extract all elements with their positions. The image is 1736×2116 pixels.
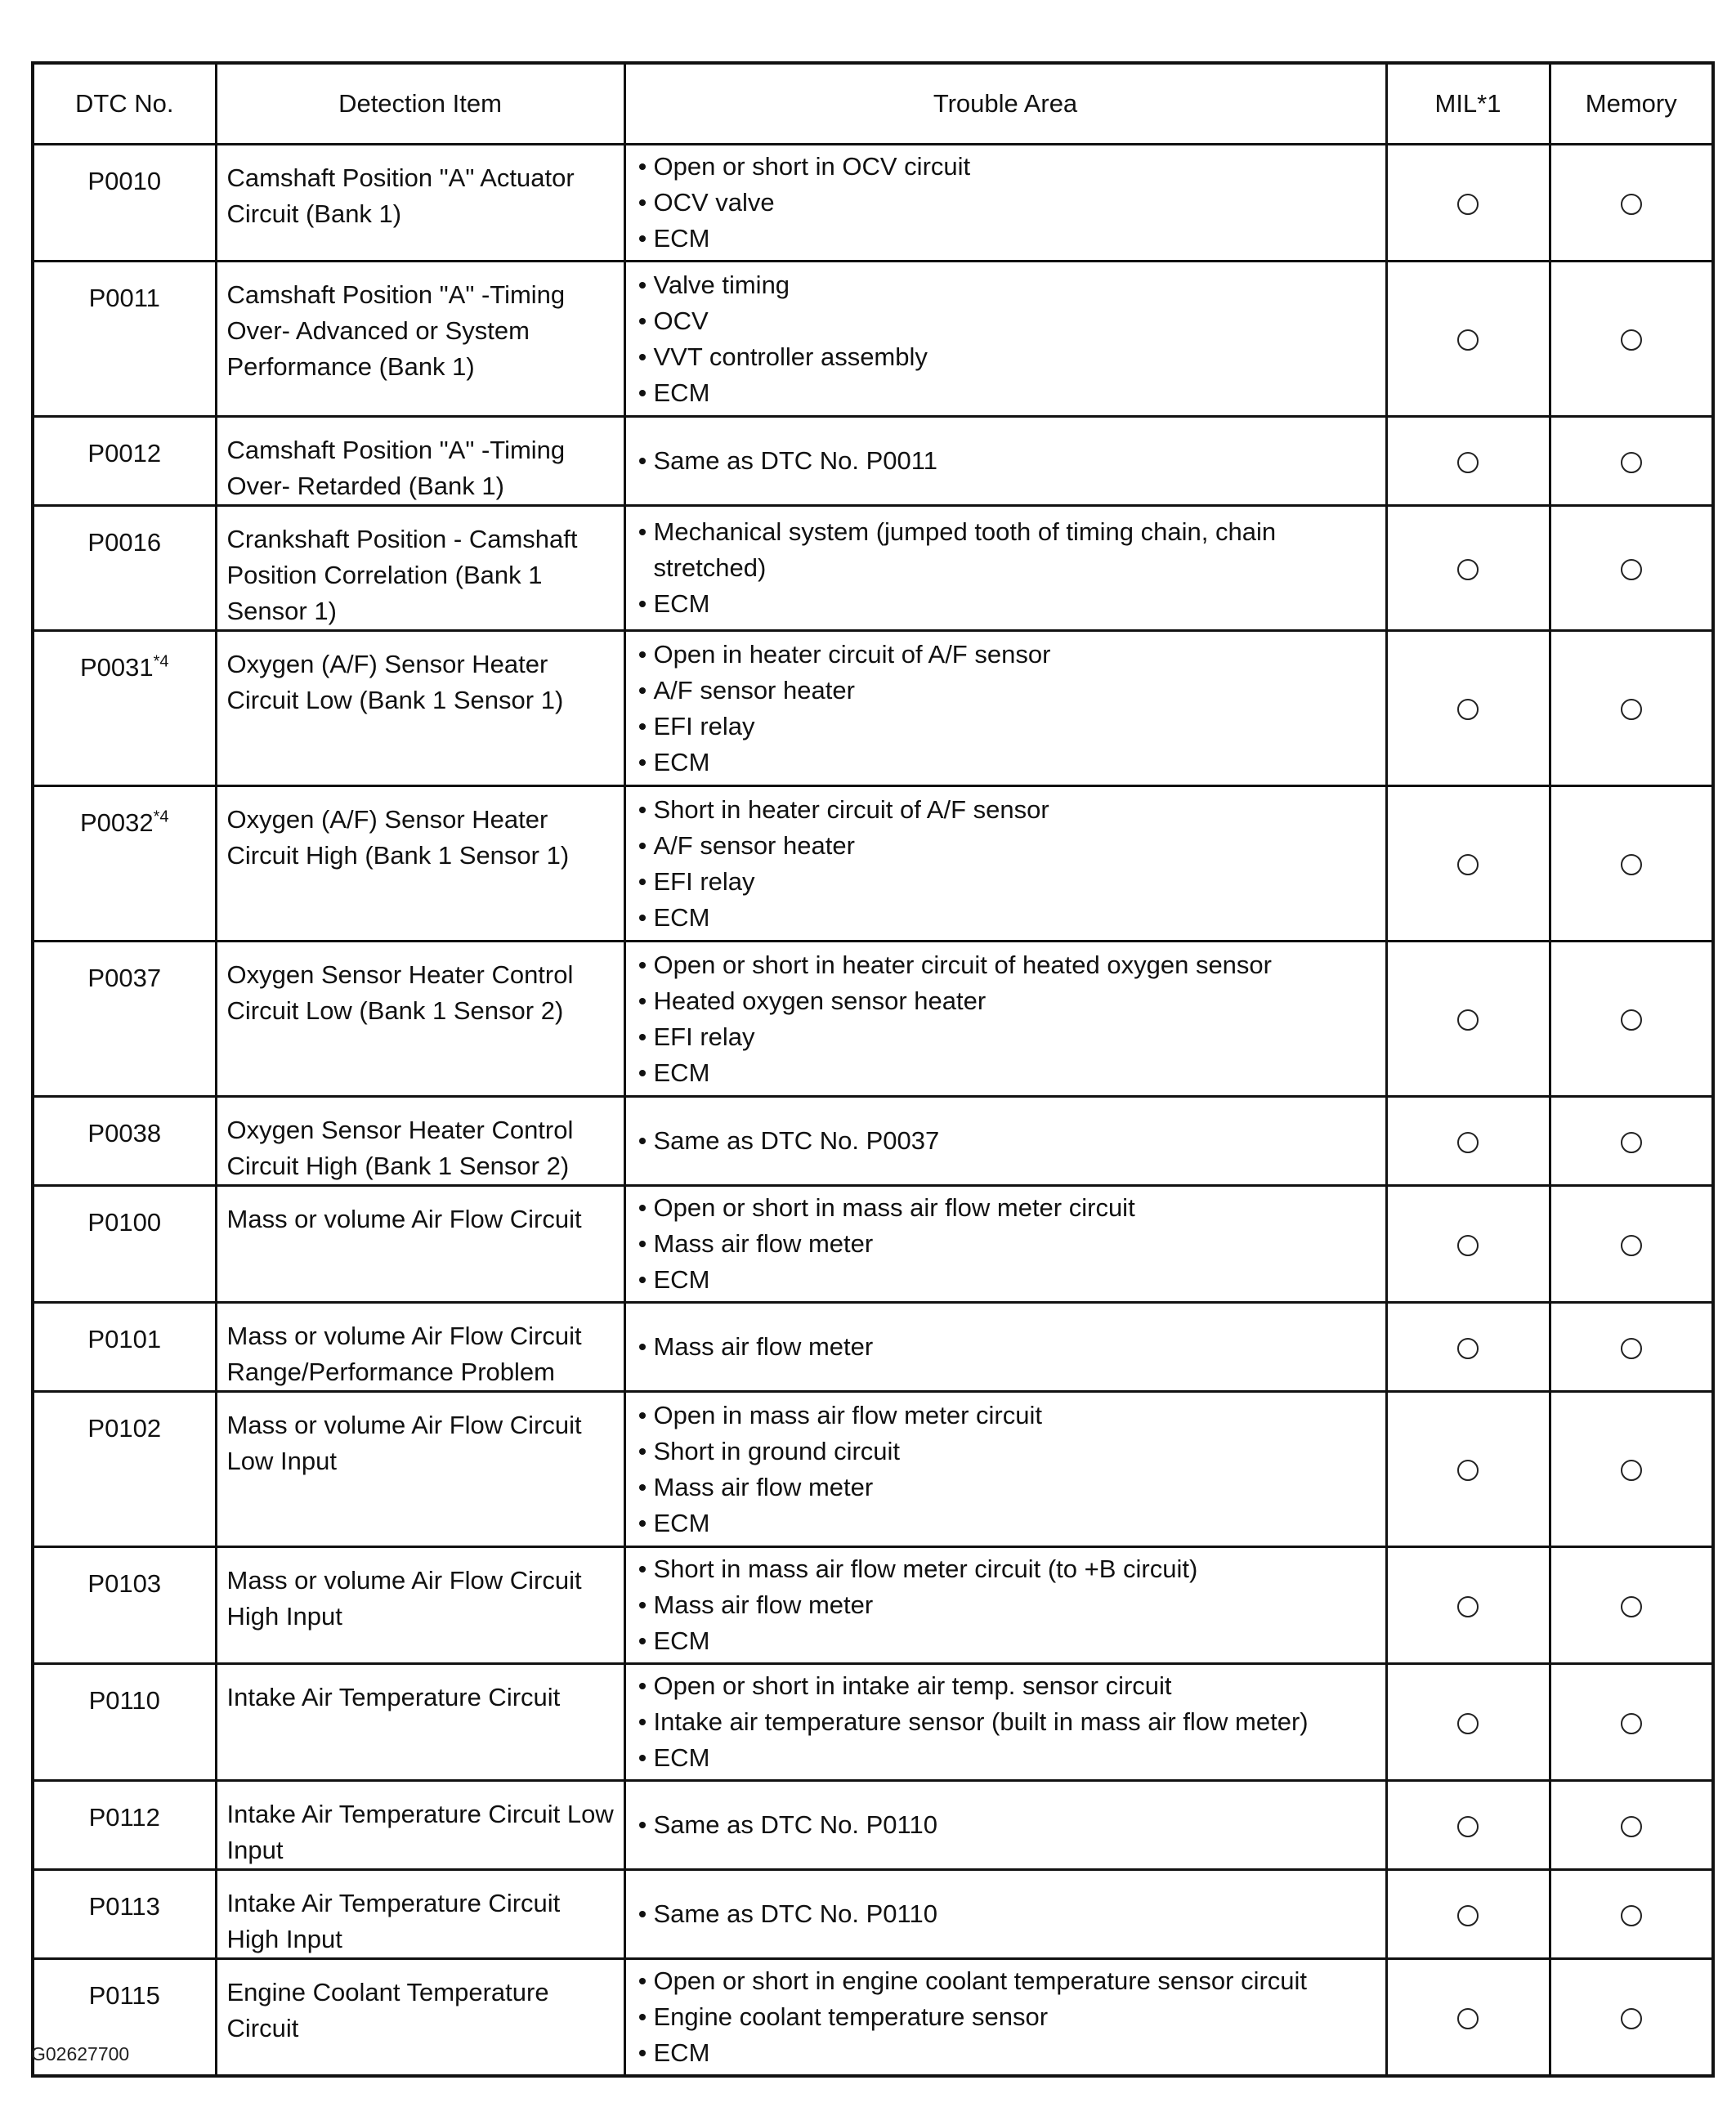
trouble-area-item: ECM xyxy=(638,1623,1377,1659)
mil-cell xyxy=(1386,1186,1550,1303)
mil-cell xyxy=(1386,1097,1550,1186)
detection-item-cell: Mass or volume Air Flow Circuit Range/Performance Problem xyxy=(216,1303,624,1392)
header-memory: Memory xyxy=(1550,63,1713,145)
table-row xyxy=(33,786,1713,942)
mil-mark xyxy=(1457,452,1479,473)
trouble-area-item: Mass air flow meter xyxy=(638,1329,1377,1365)
memory-cell xyxy=(1550,1097,1713,1186)
trouble-area-item: Same as DTC No. P0110 xyxy=(638,1807,1377,1843)
detection-item-cell: Oxygen Sensor Heater Control Circuit Low (Bank 1 Sensor 2) xyxy=(216,942,624,1097)
trouble-area-item: A/F sensor heater xyxy=(638,828,1377,864)
trouble-area-list xyxy=(638,267,1377,411)
trouble-area-item: Short in ground circuit xyxy=(638,1434,1377,1470)
header-row xyxy=(33,63,1713,145)
mil-mark xyxy=(1457,1235,1479,1256)
trouble-area-item: Heated oxygen sensor heater xyxy=(638,983,1377,1019)
dtc-code: P0010 xyxy=(87,167,162,195)
memory-cell xyxy=(1550,942,1713,1097)
trouble-area-item: Open or short in mass air flow meter circuit xyxy=(638,1190,1377,1226)
memory-mark xyxy=(1621,1235,1642,1256)
trouble-area-item: ECM xyxy=(638,1740,1377,1776)
mil-mark xyxy=(1457,1816,1479,1837)
table-row xyxy=(33,1959,1713,2077)
table-row xyxy=(33,1303,1713,1392)
trouble-area-list xyxy=(638,443,1377,479)
mil-cell xyxy=(1386,786,1550,942)
memory-mark xyxy=(1621,2008,1642,2029)
memory-mark xyxy=(1621,1905,1642,1926)
memory-mark xyxy=(1621,854,1642,875)
trouble-area-item: ECM xyxy=(638,586,1377,622)
mil-cell xyxy=(1386,1959,1550,2077)
trouble-area-list xyxy=(638,1668,1377,1776)
detection-item-cell: Camshaft Position "A" -Timing Over- Retarded (Bank 1) xyxy=(216,417,624,506)
header-detection-item: Detection Item xyxy=(216,63,624,145)
memory-mark xyxy=(1621,1460,1642,1481)
mil-mark xyxy=(1457,559,1479,580)
trouble-area-item: Mechanical system (jumped tooth of timing chain, chain stretched) xyxy=(638,514,1377,586)
dtc-code: P0100 xyxy=(87,1208,162,1237)
trouble-area-item: Short in heater circuit of A/F sensor xyxy=(638,792,1377,828)
mil-cell xyxy=(1386,631,1550,786)
detection-item-cell: Mass or volume Air Flow Circuit High Input xyxy=(216,1547,624,1664)
dtc-code: P0112 xyxy=(88,1803,160,1832)
trouble-area-cell xyxy=(624,1664,1386,1781)
memory-cell xyxy=(1550,1664,1713,1781)
dtc-no-cell xyxy=(33,1664,216,1781)
detection-item-cell: Oxygen Sensor Heater Control Circuit High (Bank 1 Sensor 2) xyxy=(216,1097,624,1186)
trouble-area-list xyxy=(638,637,1377,781)
table-row xyxy=(33,631,1713,786)
dtc-no-cell xyxy=(33,506,216,631)
trouble-area-item: EFI relay xyxy=(638,864,1377,900)
table-row xyxy=(33,1392,1713,1547)
memory-mark xyxy=(1621,559,1642,580)
mil-cell xyxy=(1386,942,1550,1097)
trouble-area-list xyxy=(638,1123,1377,1159)
mil-mark xyxy=(1457,329,1479,351)
trouble-area-item: Same as DTC No. P0037 xyxy=(638,1123,1377,1159)
detection-item-cell: Camshaft Position "A" Actuator Circuit (Bank 1) xyxy=(216,145,624,262)
trouble-area-cell xyxy=(624,1781,1386,1870)
trouble-area-cell xyxy=(624,942,1386,1097)
dtc-no-cell xyxy=(33,1392,216,1547)
mil-mark xyxy=(1457,2008,1479,2029)
dtc-code: P0038 xyxy=(87,1119,162,1147)
dtc-code: P0102 xyxy=(87,1414,162,1443)
trouble-area-list xyxy=(638,1963,1377,2071)
detection-item-cell: Mass or volume Air Flow Circuit xyxy=(216,1186,624,1303)
mil-cell xyxy=(1386,1547,1550,1664)
trouble-area-cell xyxy=(624,506,1386,631)
trouble-area-cell xyxy=(624,1392,1386,1547)
header-trouble-area: Trouble Area xyxy=(624,63,1386,145)
trouble-area-cell xyxy=(624,631,1386,786)
trouble-area-item: OCV valve xyxy=(638,185,1377,221)
dtc-no-cell xyxy=(33,1303,216,1392)
trouble-area-item: Open or short in engine coolant temperature sensor circuit xyxy=(638,1963,1377,1999)
mil-cell xyxy=(1386,262,1550,417)
mil-cell xyxy=(1386,1303,1550,1392)
table-row xyxy=(33,506,1713,631)
trouble-area-item: OCV xyxy=(638,303,1377,339)
trouble-area-cell xyxy=(624,1097,1386,1186)
memory-cell xyxy=(1550,1959,1713,2077)
trouble-area-cell xyxy=(624,1870,1386,1959)
trouble-area-item: ECM xyxy=(638,1055,1377,1091)
trouble-area-list xyxy=(638,514,1377,622)
dtc-code: P0016 xyxy=(87,528,162,557)
memory-cell xyxy=(1550,262,1713,417)
trouble-area-list xyxy=(638,792,1377,936)
mil-cell xyxy=(1386,1392,1550,1547)
memory-mark xyxy=(1621,1338,1642,1359)
mil-mark xyxy=(1457,1009,1479,1031)
memory-mark xyxy=(1621,1816,1642,1837)
trouble-area-list xyxy=(638,1896,1377,1932)
mil-mark xyxy=(1457,1338,1479,1359)
dtc-no-cell xyxy=(33,1186,216,1303)
dtc-code: P0032 xyxy=(79,808,154,837)
mil-mark xyxy=(1457,1596,1479,1617)
detection-item-cell: Engine Coolant Temperature Circuit xyxy=(216,1959,624,2077)
dtc-code: P0103 xyxy=(87,1569,162,1598)
table-row xyxy=(33,1664,1713,1781)
trouble-area-item: Mass air flow meter xyxy=(638,1226,1377,1262)
dtc-no-cell xyxy=(33,1097,216,1186)
trouble-area-item: ECM xyxy=(638,2035,1377,2071)
table-row xyxy=(33,942,1713,1097)
memory-cell xyxy=(1550,417,1713,506)
trouble-area-cell xyxy=(624,1186,1386,1303)
memory-cell xyxy=(1550,1303,1713,1392)
header-mil: MIL*1 xyxy=(1386,63,1550,145)
trouble-area-item: Mass air flow meter xyxy=(638,1470,1377,1505)
detection-item-cell: Oxygen (A/F) Sensor Heater Circuit High (Bank 1 Sensor 1) xyxy=(216,786,624,942)
memory-mark xyxy=(1621,699,1642,720)
trouble-area-cell xyxy=(624,145,1386,262)
memory-mark xyxy=(1621,452,1642,473)
trouble-area-cell xyxy=(624,1959,1386,2077)
mil-cell xyxy=(1386,506,1550,631)
trouble-area-item: Valve timing xyxy=(638,267,1377,303)
trouble-area-list xyxy=(638,1329,1377,1365)
trouble-area-item: Engine coolant temperature sensor xyxy=(638,1999,1377,2035)
table-row xyxy=(33,417,1713,506)
table-header xyxy=(33,63,1713,145)
trouble-area-list xyxy=(638,1398,1377,1541)
trouble-area-item: Open or short in OCV circuit xyxy=(638,149,1377,185)
detection-item-cell: Mass or volume Air Flow Circuit Low Input xyxy=(216,1392,624,1547)
dtc-table xyxy=(31,61,1715,2078)
mil-mark xyxy=(1457,194,1479,215)
memory-cell xyxy=(1550,1392,1713,1547)
figure-id: G02627700 xyxy=(31,2043,130,2065)
dtc-code: P0031 xyxy=(79,653,154,682)
table-row xyxy=(33,262,1713,417)
memory-mark xyxy=(1621,194,1642,215)
dtc-code: P0101 xyxy=(87,1325,162,1353)
detection-item-cell: Intake Air Temperature Circuit xyxy=(216,1664,624,1781)
detection-item-cell: Oxygen (A/F) Sensor Heater Circuit Low (Bank 1 Sensor 1) xyxy=(216,631,624,786)
table-row xyxy=(33,1870,1713,1959)
trouble-area-item: ECM xyxy=(638,745,1377,781)
dtc-code: P0113 xyxy=(88,1892,160,1921)
dtc-no-cell xyxy=(33,417,216,506)
memory-mark xyxy=(1621,1132,1642,1153)
trouble-area-item: Same as DTC No. P0110 xyxy=(638,1896,1377,1932)
dtc-no-cell xyxy=(33,942,216,1097)
trouble-area-item: EFI relay xyxy=(638,1019,1377,1055)
memory-cell xyxy=(1550,631,1713,786)
mil-mark xyxy=(1457,699,1479,720)
table-row xyxy=(33,1781,1713,1870)
trouble-area-list xyxy=(638,1551,1377,1659)
dtc-code: P0110 xyxy=(88,1686,160,1715)
dtc-no-cell xyxy=(33,145,216,262)
dtc-code: P0037 xyxy=(87,964,162,992)
memory-mark xyxy=(1621,1596,1642,1617)
mil-mark xyxy=(1457,854,1479,875)
trouble-area-item: ECM xyxy=(638,900,1377,936)
detection-item-cell: Camshaft Position "A" -Timing Over- Advanced or System Performance (Bank 1) xyxy=(216,262,624,417)
trouble-area-item: Open in heater circuit of A/F sensor xyxy=(638,637,1377,673)
mil-cell xyxy=(1386,417,1550,506)
trouble-area-item: ECM xyxy=(638,375,1377,411)
detection-item-cell: Intake Air Temperature Circuit High Input xyxy=(216,1870,624,1959)
mil-mark xyxy=(1457,1713,1479,1734)
dtc-no-cell xyxy=(33,1870,216,1959)
trouble-area-cell xyxy=(624,417,1386,506)
trouble-area-item: Intake air temperature sensor (built in mass air flow meter) xyxy=(638,1704,1377,1740)
dtc-footnote-mark: *4 xyxy=(153,652,169,671)
memory-cell xyxy=(1550,1781,1713,1870)
detection-item-cell: Intake Air Temperature Circuit Low Input xyxy=(216,1781,624,1870)
dtc-no-cell xyxy=(33,786,216,942)
header-dtc-no: DTC No. xyxy=(33,63,216,145)
trouble-area-list xyxy=(638,1807,1377,1843)
trouble-area-item: Mass air flow meter xyxy=(638,1587,1377,1623)
memory-cell xyxy=(1550,1186,1713,1303)
memory-cell xyxy=(1550,786,1713,942)
table-row xyxy=(33,1547,1713,1664)
memory-cell xyxy=(1550,1547,1713,1664)
trouble-area-cell xyxy=(624,262,1386,417)
trouble-area-item: ECM xyxy=(638,1505,1377,1541)
mil-cell xyxy=(1386,1664,1550,1781)
trouble-area-cell xyxy=(624,786,1386,942)
mil-mark xyxy=(1457,1905,1479,1926)
trouble-area-item: Open or short in intake air temp. sensor circuit xyxy=(638,1668,1377,1704)
memory-mark xyxy=(1621,1713,1642,1734)
mil-cell xyxy=(1386,1781,1550,1870)
memory-cell xyxy=(1550,506,1713,631)
detection-item-cell: Crankshaft Position - Camshaft Position Correlation (Bank 1 Sensor 1) xyxy=(216,506,624,631)
dtc-no-cell xyxy=(33,631,216,786)
table-row xyxy=(33,1186,1713,1303)
dtc-code: P0115 xyxy=(88,1981,160,2010)
trouble-area-item: Open or short in heater circuit of heated oxygen sensor xyxy=(638,947,1377,983)
trouble-area-item: EFI relay xyxy=(638,709,1377,745)
trouble-area-list xyxy=(638,149,1377,257)
mil-mark xyxy=(1457,1132,1479,1153)
mil-cell xyxy=(1386,1870,1550,1959)
trouble-area-item: Same as DTC No. P0011 xyxy=(638,443,1377,479)
dtc-code: P0011 xyxy=(88,284,160,312)
table-row xyxy=(33,145,1713,262)
dtc-code: P0012 xyxy=(87,439,162,467)
table-body xyxy=(33,145,1713,2077)
trouble-area-item: ECM xyxy=(638,1262,1377,1298)
memory-cell xyxy=(1550,1870,1713,1959)
dtc-no-cell xyxy=(33,1547,216,1664)
trouble-area-item: A/F sensor heater xyxy=(638,673,1377,709)
mil-mark xyxy=(1457,1460,1479,1481)
dtc-no-cell xyxy=(33,1781,216,1870)
memory-cell xyxy=(1550,145,1713,262)
memory-mark xyxy=(1621,329,1642,351)
trouble-area-item: VVT controller assembly xyxy=(638,339,1377,375)
memory-mark xyxy=(1621,1009,1642,1031)
trouble-area-list xyxy=(638,947,1377,1091)
table-row xyxy=(33,1097,1713,1186)
trouble-area-item: Short in mass air flow meter circuit (to +B circuit) xyxy=(638,1551,1377,1587)
trouble-area-item: Open in mass air flow meter circuit xyxy=(638,1398,1377,1434)
trouble-area-cell xyxy=(624,1547,1386,1664)
trouble-area-cell xyxy=(624,1303,1386,1392)
trouble-area-item: ECM xyxy=(638,221,1377,257)
dtc-no-cell xyxy=(33,262,216,417)
dtc-footnote-mark: *4 xyxy=(153,807,169,826)
trouble-area-list xyxy=(638,1190,1377,1298)
mil-cell xyxy=(1386,145,1550,262)
